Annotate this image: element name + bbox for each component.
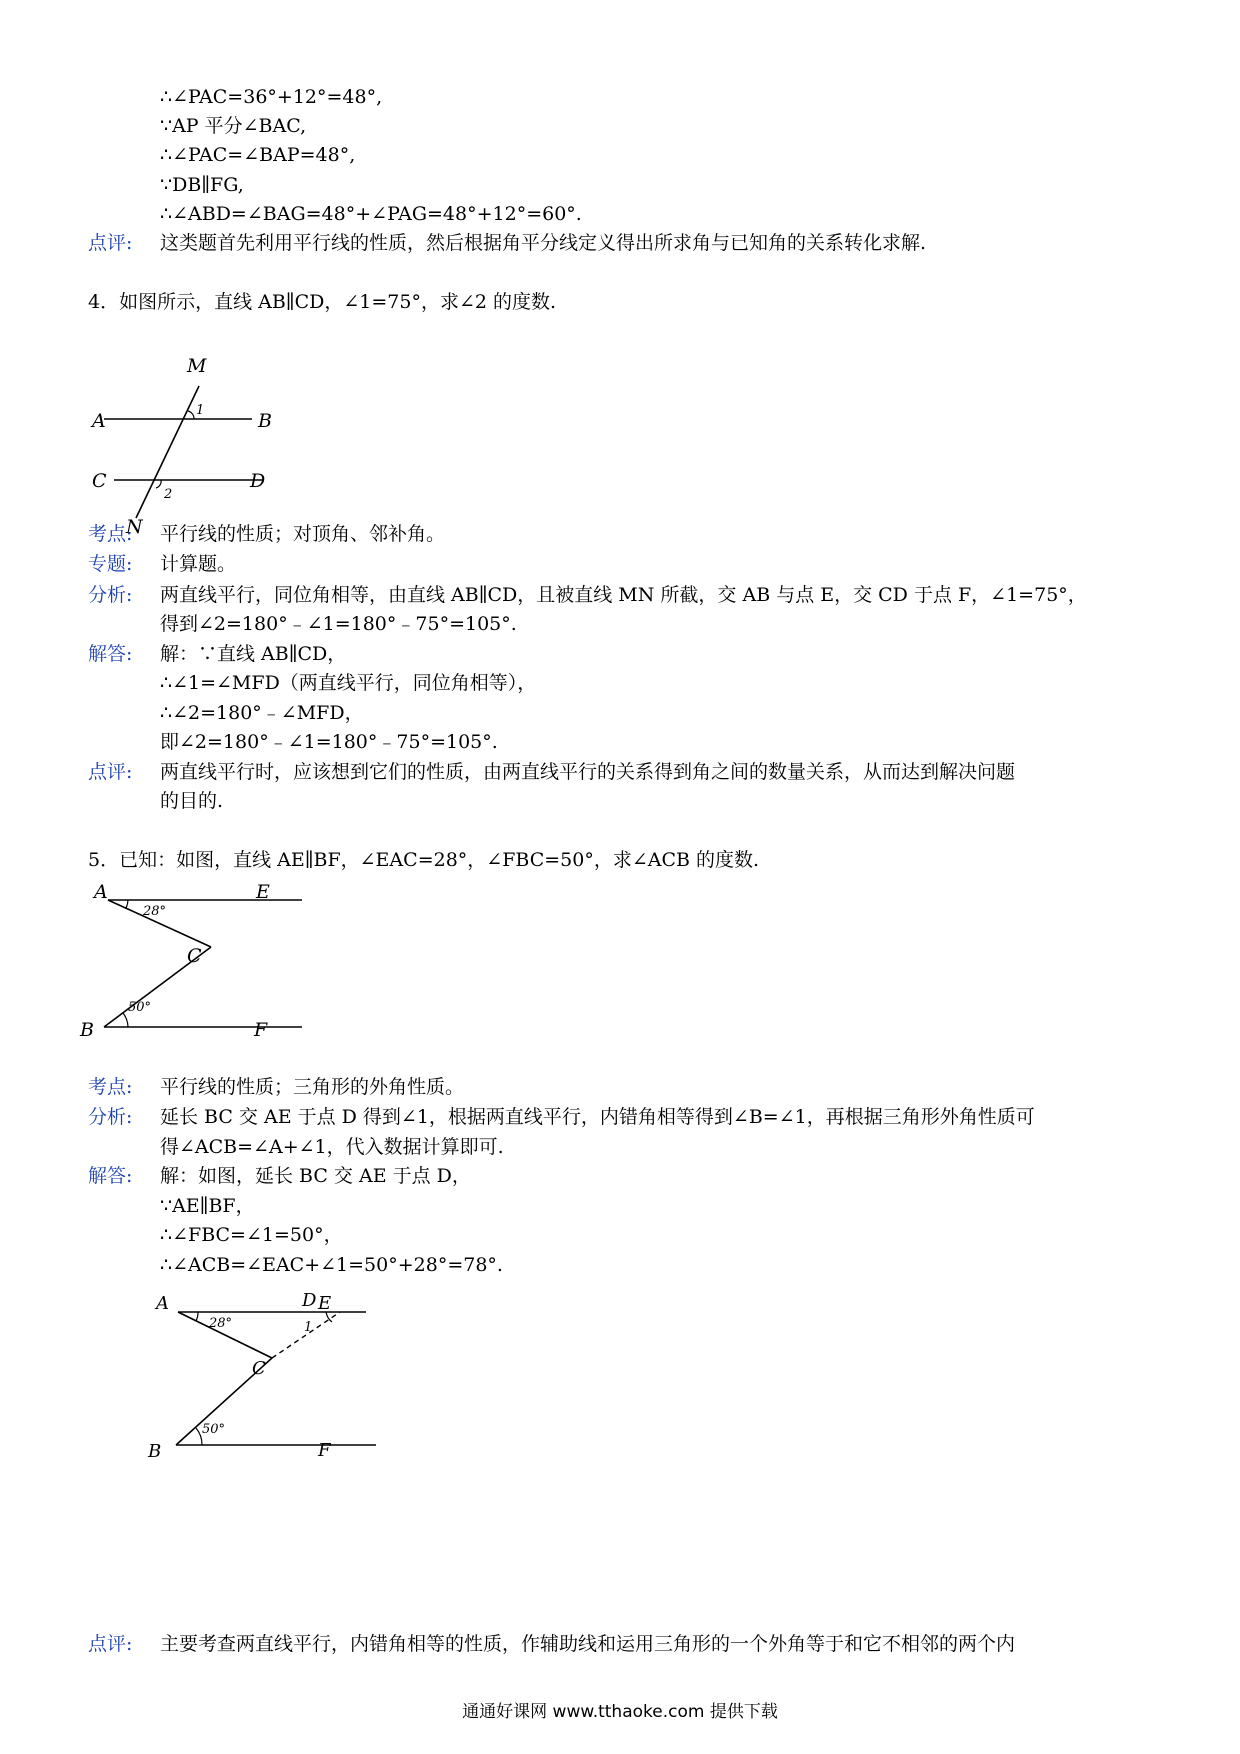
fenxi-text: 得到∠2=180°﹣∠1=180°﹣75°=105°. xyxy=(160,613,517,635)
label-c: C xyxy=(92,470,107,492)
kaodian-label: 考点: xyxy=(88,523,133,545)
jieda-line: 解：如图，延长 BC 交 AE 于点 D， xyxy=(160,1165,471,1187)
fenxi-text: 得∠ACB=∠A+∠1，代入数据计算即可. xyxy=(160,1136,504,1158)
fenxi-text: 延长 BC 交 AE 于点 D 得到∠1，根据两直线平行，内错角相等得到∠B=∠1，再根据三角形外角性质可 xyxy=(160,1106,1035,1128)
label-b: B xyxy=(80,1019,94,1041)
figure-q5-solution xyxy=(148,1282,396,1472)
label-a: A xyxy=(156,1293,169,1314)
comment-label: 点评: xyxy=(88,232,133,254)
label-a: A xyxy=(94,881,108,903)
angle-a-arc xyxy=(196,1312,198,1321)
label-angle-2: 2 xyxy=(164,487,173,502)
solution-line: ∴∠PAC=36°+12°=48°, xyxy=(160,86,383,108)
label-c: C xyxy=(187,945,202,967)
label-a: A xyxy=(92,410,106,432)
angle-a-arc xyxy=(126,900,128,908)
label-c: C xyxy=(252,1358,266,1379)
label-angle-1: 1 xyxy=(196,403,205,418)
angle-2-arc xyxy=(156,480,161,488)
page-footer: 通通好课网 www.tthaoke.com 提供下载 xyxy=(462,1702,778,1722)
jieda-line: 即∠2=180°﹣∠1=180°﹣75°=105°. xyxy=(160,731,498,753)
extension-cd xyxy=(272,1312,340,1358)
label-d: D xyxy=(250,470,266,492)
fenxi-text: 两直线平行，同位角相等，由直线 AB∥CD，且被直线 MN 所截，交 AB 与点 E，交 CD 于点 F，∠1=75°， xyxy=(160,584,1087,606)
solution-line: ∴∠ABD=∠BAG=48°+∠PAG=48°+12°=60°. xyxy=(160,203,582,225)
label-angle-1: 1 xyxy=(304,1320,313,1335)
label-d: D xyxy=(302,1290,317,1311)
dianping-text: 主要考查两直线平行，内错角相等的性质，作辅助线和运用三角形的一个外角等于和它不相邻的两个内 xyxy=(160,1633,1016,1655)
label-angle-50: 50° xyxy=(128,1000,152,1015)
comment-text: 这类题首先利用平行线的性质，然后根据角平分线定义得出所求角与已知角的关系转化求解. xyxy=(160,232,927,254)
dianping-label: 点评: xyxy=(88,761,133,783)
jieda-line: ∴∠2=180°﹣∠MFD， xyxy=(160,702,364,724)
label-e: E xyxy=(318,1293,332,1314)
jieda-line: ∴∠FBC=∠1=50°， xyxy=(160,1224,343,1246)
jieda-line: ∴∠ACB=∠EAC+∠1=50°+28°=78°. xyxy=(160,1254,503,1276)
jieda-line: ∴∠1=∠MFD（两直线平行，同位角相等）， xyxy=(160,672,537,694)
solution-line: ∵DB∥FG, xyxy=(160,174,244,196)
figure-q5 xyxy=(80,880,306,1050)
dianping-text: 的目的. xyxy=(160,790,224,812)
solution-line: ∴∠PAC=∠BAP=48°, xyxy=(160,144,356,166)
fenxi-label: 分析: xyxy=(88,1106,133,1128)
kaodian-text: 平行线的性质；对顶角、邻补角。 xyxy=(160,523,446,545)
jieda-line: ∵AE∥BF， xyxy=(160,1195,255,1217)
label-b: B xyxy=(258,410,272,432)
label-b: B xyxy=(148,1441,162,1462)
zhuanti-text: 计算题。 xyxy=(160,553,237,575)
figure-q4 xyxy=(86,350,286,540)
jieda-line: 解：∵直线 AB∥CD， xyxy=(160,643,347,665)
angle-b-arc xyxy=(123,1013,128,1027)
question-4: 4．如图所示，直线 AB∥CD，∠1=75°，求∠2 的度数. xyxy=(88,291,557,313)
dianping-text: 两直线平行时，应该想到它们的性质，由两直线平行的关系得到角之间的数量关系，从而达到解决问题 xyxy=(160,761,1016,783)
question-5: 5．已知：如图，直线 AE∥BF，∠EAC=28°，∠FBC=50°，求∠ACB 的度数. xyxy=(88,849,760,871)
dianping-label: 点评: xyxy=(88,1633,133,1655)
jieda-label: 解答: xyxy=(88,643,133,665)
label-e: E xyxy=(256,881,270,903)
fenxi-label: 分析: xyxy=(88,584,133,606)
kaodian-label: 考点: xyxy=(88,1076,133,1098)
label-m: M xyxy=(187,355,207,377)
zhuanti-label: 专题: xyxy=(88,553,133,575)
label-f: F xyxy=(254,1019,268,1041)
label-angle-50: 50° xyxy=(202,1422,226,1437)
angle-1-arc xyxy=(188,411,194,419)
label-angle-28: 28° xyxy=(143,904,167,919)
solution-line: ∵AP 平分∠BAC, xyxy=(160,115,307,137)
label-n: N xyxy=(126,516,143,538)
kaodian-text: 平行线的性质；三角形的外角性质。 xyxy=(160,1076,465,1098)
label-f: F xyxy=(318,1440,331,1461)
jieda-label: 解答: xyxy=(88,1165,133,1187)
label-angle-28: 28° xyxy=(209,1316,233,1331)
